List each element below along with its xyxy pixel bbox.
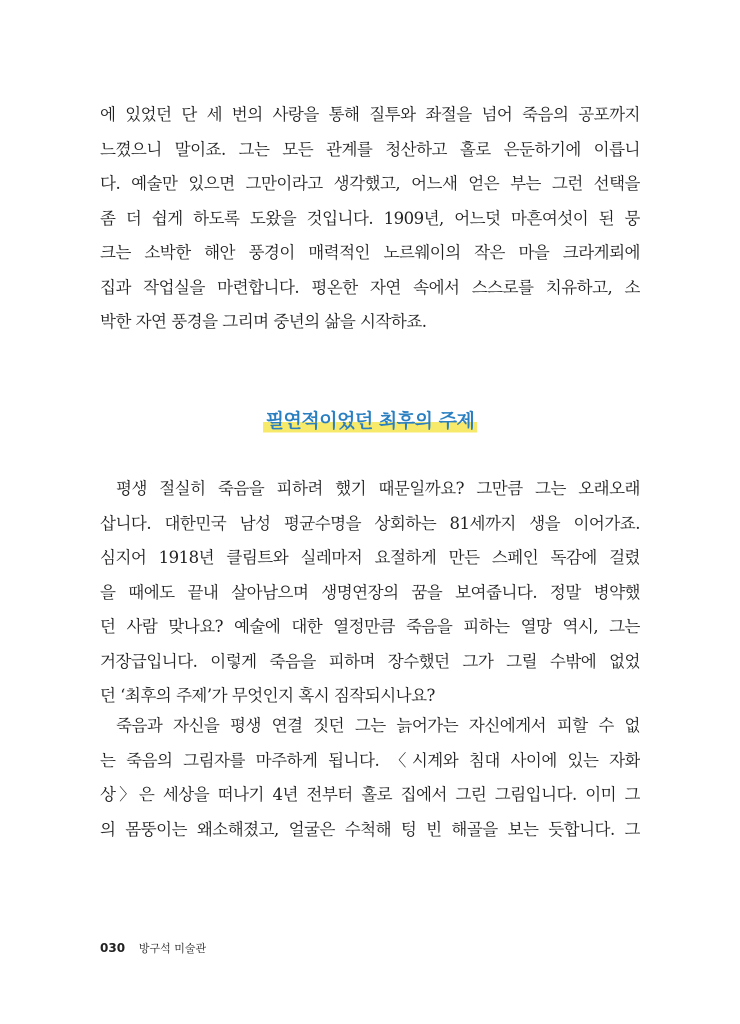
text-line: 에 있었던 단 세 번의 사랑을 통해 질투와 좌절을 넘어 죽음의 공포까지 (100, 105, 640, 124)
text-line: 상〉은 세상을 떠나기 4년 전부터 홀로 집에서 그린 그림입니다. 이미 그 (100, 785, 640, 804)
section-heading-text: 필연적이었던 최후의 주제 (263, 406, 478, 435)
text-line: 거장급입니다. 이렇게 죽음을 피하며 장수했던 그가 그릴 수밖에 없었 (100, 651, 640, 671)
text-line: 느꼈으니 말이죠. 그는 모든 관계를 청산하고 홀로 은둔하기에 이릅니 (100, 139, 640, 159)
text-line: 집과 작업실을 마련합니다. 평온한 자연 속에서 스스로를 치유하고, 소 (100, 277, 640, 297)
text-line: 평생 절실히 죽음을 피하려 했기 때문일까요? 그만큼 그는 오래오래 (116, 479, 640, 498)
text-line: 던 ‘최후의 주제’가 무엇인지 혹시 짐작되시나요? (100, 686, 435, 705)
body-paragraph-1 (100, 98, 640, 340)
page-footer (100, 940, 206, 956)
text-line: 박한 자연 풍경을 그리며 중년의 삶을 시작하죠. (100, 312, 427, 331)
text-line: 죽음과 자신을 평생 연결 짓던 그는 늙어가는 자신에게서 피할 수 없 (116, 716, 640, 735)
text-line: 삽니다. 대한민국 남성 평균수명을 상회하는 81세까지 생을 이어가죠. (100, 513, 640, 533)
text-line: 다. 예술만 있으면 그만이라고 생각했고, 어느새 얻은 부는 그런 선택을 (100, 174, 640, 193)
body-paragraph-3 (100, 709, 640, 847)
text-line: 좀 더 쉽게 하도록 도왔을 것입니다. 1909년, 어느덧 마흔여섯이 된 뭉 (100, 208, 640, 228)
section-heading (0, 406, 740, 435)
text-line: 는 죽음의 그림자를 마주하게 됩니다. 〈시계와 침대 사이에 있는 자화 (100, 750, 640, 770)
page-number: 030 (100, 941, 126, 955)
body-paragraph-2 (100, 472, 640, 714)
text-line: 크는 소박한 해안 풍경이 매력적인 노르웨이의 작은 마을 크라게뢰에 (100, 243, 640, 262)
book-title: 방구석 미술관 (138, 942, 207, 955)
text-line: 심지어 1918년 클림트와 실레마저 요절하게 만든 스페인 독감에 걸렸 (100, 548, 640, 567)
text-line: 의 몸뚱이는 왜소해졌고, 얼굴은 수척해 텅 빈 해골을 보는 듯합니다. 그 (100, 819, 640, 839)
text-line: 던 사람 맞나요? 예술에 대한 열정만큼 죽음을 피하는 열망 역시, 그는 (100, 617, 640, 636)
text-line: 을 때에도 끝내 살아남으며 생명연장의 꿈을 보여줍니다. 정말 병약했 (100, 582, 640, 602)
